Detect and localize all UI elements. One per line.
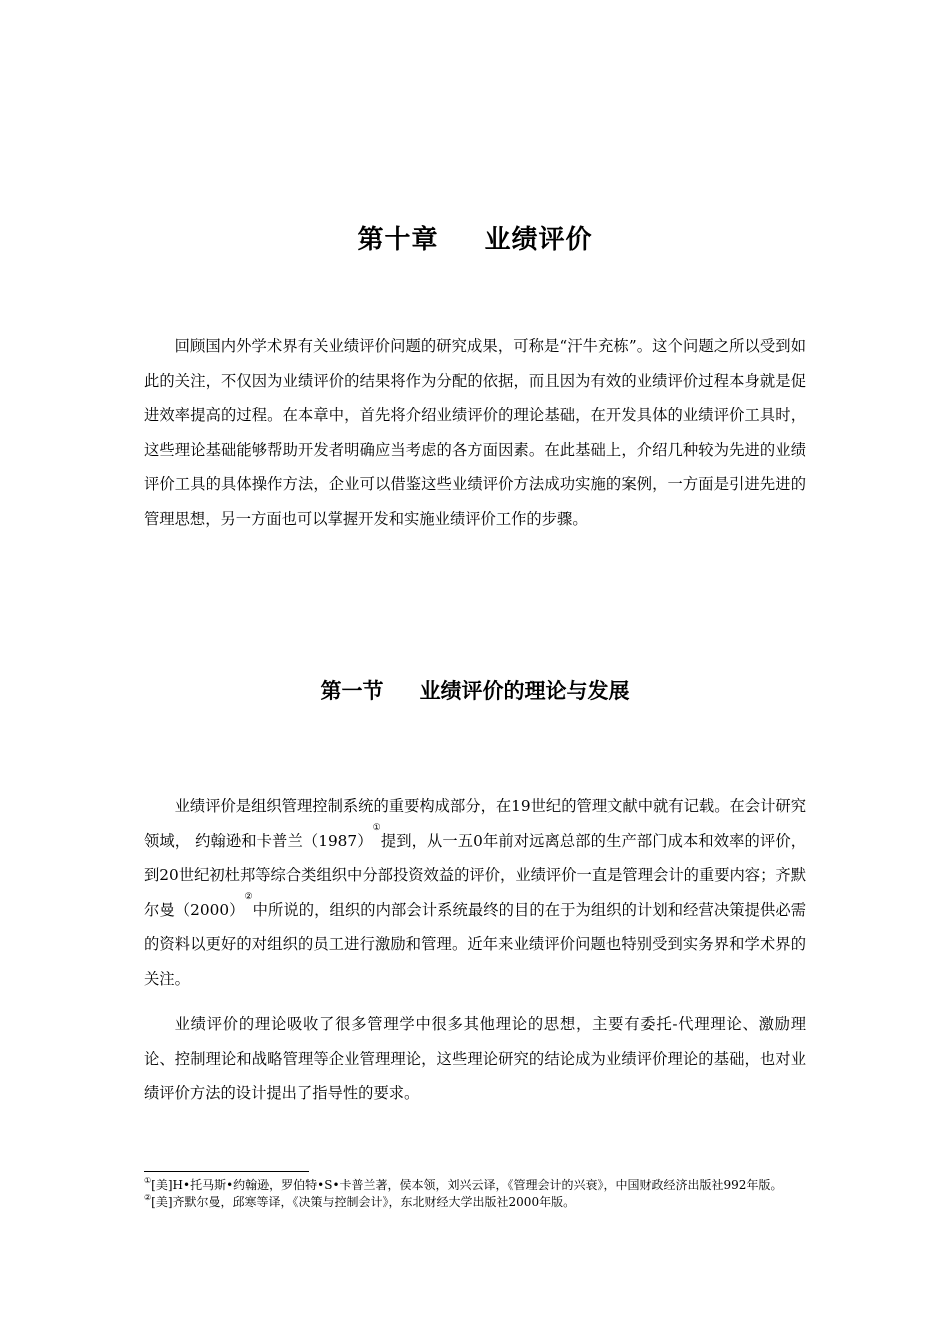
- footnote-text-1: [美]H•托马斯•约翰逊，罗伯特•S•卡普兰著，侯本领，刘兴云译，《管理会计的兴衰》，中国财政经济出版社992年版。: [151, 1178, 783, 1192]
- chapter-heading: [0, 222, 950, 258]
- footnote-1: [144, 1177, 806, 1194]
- footnote-text-2: [美]齐默尔曼，邱寒等译，《决策与控制会计》，东北财经大学出版社2000年版。: [151, 1195, 576, 1209]
- chapter-number: 第十章: [357, 225, 439, 255]
- body-paragraph-2: 业绩评价的理论吸收了很多管理学中很多其他理论的思想，主要有委托-代理理论、激励理论、控制理论和战略管理等企业管理理论，这些理论研究的结论成为业绩评价理论的基础，也对业绩评价方法的设计提出了指导性的要求。: [144, 1015, 806, 1102]
- footnote-mark-2: ②: [144, 1193, 152, 1202]
- footnotes: [144, 1177, 806, 1211]
- section-number: 第一节: [320, 679, 384, 703]
- footnote-mark-1: ①: [144, 1176, 152, 1185]
- footnote-ref-1[interactable]: ①: [372, 822, 381, 833]
- paragraph-1-text-b: 提到，从一五0年前对远离总部的生产部门成本和效率的评价，到20世纪初杜邦等综合类组织中分部投资效益的评价，业绩评价一直是管理会计的重要内容；齐默尔曼（2000）: [144, 831, 807, 919]
- section-title: 业绩评价的理论与发展: [419, 679, 630, 703]
- paragraph-1-text-c: 中所说的，组织的内部会计系统最终的目的在于为组织的计划和经营决策提供必需的资料以更好的对组织的员工进行激励和管理。近年来业绩评价问题也特别受到实务界和学术界的关注。: [144, 900, 806, 988]
- intro-paragraph: 回顾国内外学术界有关业绩评价问题的研究成果，可称是“汗牛充栋”。这个问题之所以受到如此的关注，不仅因为业绩评价的结果将作为分配的依据，而且因为有效的业绩评价过程本身就是促进效率提高的过程。在本章中，首先将介绍业绩评价的理论基础，在开发具体的业绩评价工具时，这些理论基础能够帮助开发者明确应当考虑的各方面因素。在此基础上，介绍几种较为先进的业绩评价工具的具体操作方法，企业可以借鉴这些业绩评价方法成功实施的案例，一方面是引进先进的管理思想，另一方面也可以掌握开发和实施业绩评价工作的步骤。: [144, 337, 806, 528]
- footnote-ref-2[interactable]: ②: [244, 891, 253, 902]
- paragraph-1-text-a: 业绩评价是组织管理控制系统的重要构成部分，在19世纪的管理文献中就有记载。在会计研究领域， 约翰逊和卡普兰（1987）: [144, 797, 806, 850]
- footnote-divider: [144, 1171, 309, 1172]
- body-paragraph-1: [144, 789, 806, 996]
- chapter-title: 业绩评价: [484, 225, 593, 255]
- section-heading: [0, 675, 950, 707]
- footnote-2: [144, 1194, 806, 1211]
